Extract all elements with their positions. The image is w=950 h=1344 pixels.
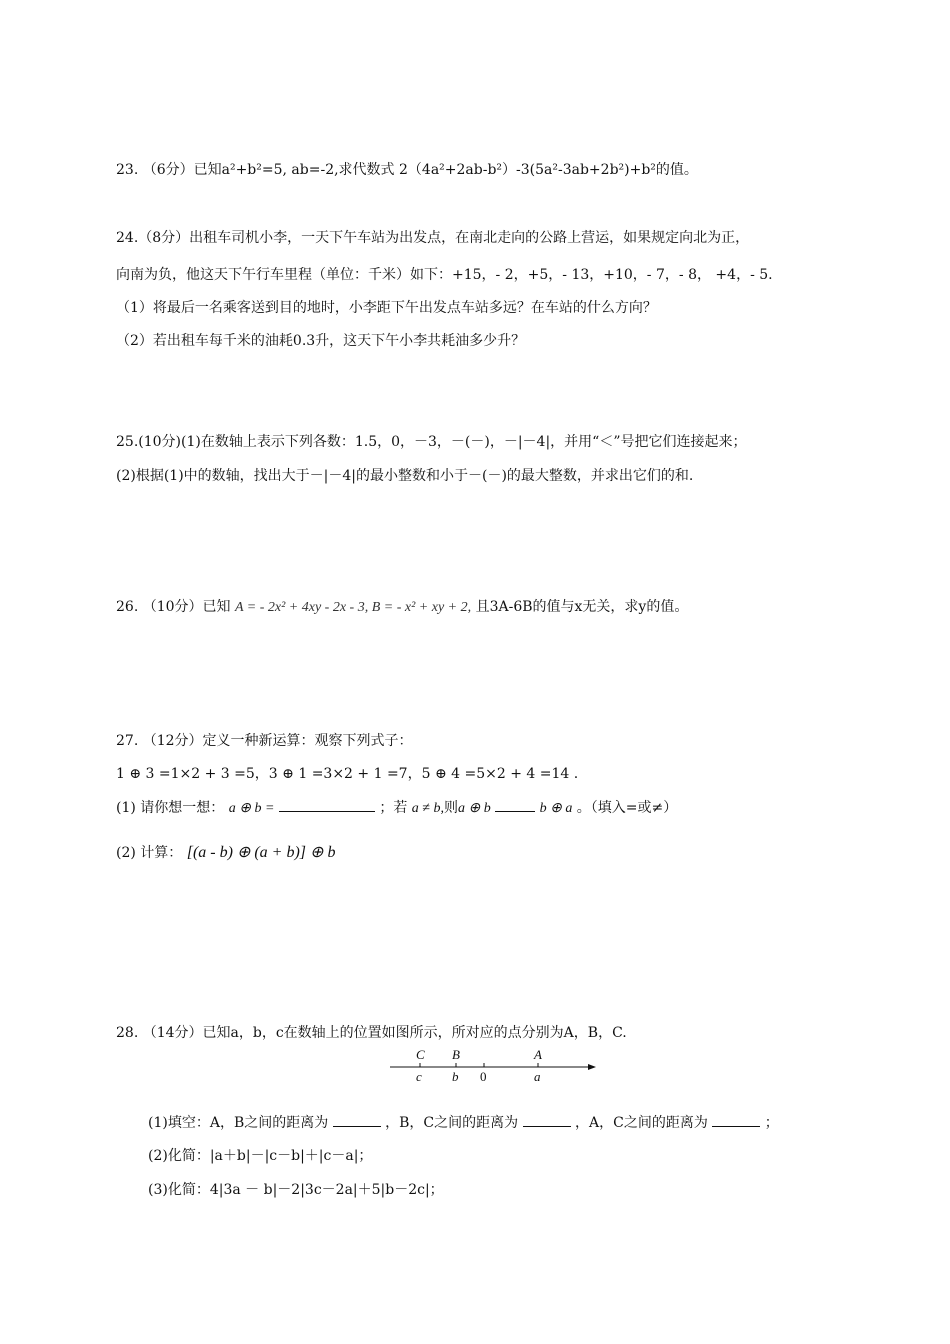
q28-sub1-ab: (1)填空：A，B之间的距离为 (148, 1115, 329, 1131)
question-27-line1: 27. （12分）定义一种新运算：观察下列式子： (116, 733, 413, 749)
value-label-0: 0 (480, 1069, 487, 1084)
question-28-line1: 28. （14分）已知a，b，c在数轴上的位置如图所示，所对应的点分别为A，B，C. (116, 1025, 627, 1041)
q27-sub1-cond: a ≠ b, (411, 801, 444, 816)
q28-sub1-ac: ，A，C之间的距离为 (575, 1115, 708, 1131)
question-27-sub1 (116, 797, 677, 819)
value-label-b: b (452, 1069, 459, 1084)
q28-sub1-end: ； (764, 1115, 779, 1131)
q28-answer-blank-ac[interactable] (712, 1112, 760, 1127)
question-24-sub1: （1）将最后一名乘客送到目的地时，小李距下午出发点车站多远？在车站的什么方向？ (116, 300, 657, 316)
question-24-line2: 向南为负，他这天下午行车里程（单位：千米）如下：+15，- 2，+5，- 13，+10，- 7，- 8， +4，- 5. (116, 267, 773, 283)
value-label-c: c (416, 1069, 422, 1084)
q27-sub2-expr: [(a - b) ⊕ (a + b)] ⊕ b (186, 844, 336, 861)
q27-sub1-then: 则 (443, 800, 458, 816)
question-28-sub1 (148, 1112, 779, 1133)
number-line-arrow (588, 1064, 596, 1070)
question-28-sub3: (3)化简：4|3a － b|－2|3c－2a|＋5|b－2c|； (148, 1182, 444, 1198)
q28-answer-blank-bc[interactable] (523, 1112, 571, 1127)
q23-text: 23. （6分）已知a²+b²=5, ab=-2,求代数式 2（4a²+2ab-b²）-3(5a²-3ab+2b²)+b²的值。 (116, 162, 698, 178)
number-line-figure (380, 1044, 610, 1084)
q28-answer-blank-ab[interactable] (333, 1112, 381, 1127)
q27-sub1-expr3: b ⊕ a (539, 801, 573, 816)
q27-sub1-expr: a ⊕ b = (228, 801, 275, 816)
q27-sub1-if: ；若 (379, 800, 408, 816)
q27-sub2-prompt: (2) 计算： (116, 845, 183, 861)
question-24-line1: 24.（8分）出租车司机小李，一天下午车站为出发点，在南北走向的公路上营运，如果规定向北为正， (116, 230, 750, 246)
question-27-sub2 (116, 843, 335, 863)
question-27-line2: 1 ⊕ 3 =1×2 + 3 =5，3 ⊕ 1 =3×2 + 1 =7，5 ⊕ 4 =5×2 + 4 =14 . (116, 766, 579, 782)
point-label-A: A (534, 1047, 542, 1062)
q27-answer-blank-2[interactable] (495, 797, 535, 812)
question-24-sub2: （2）若出租车每千米的油耗0.3升，这天下午小李共耗油多少升？ (116, 333, 526, 349)
question-25-line1: 25.(10分)(1)在数轴上表示下列各数：1.5，0，－3，－(－)，－|－4|，并用“＜”号把它们连接起来； (116, 434, 747, 450)
question-23 (116, 160, 698, 180)
q27-sub1-hint: 。（填入=或≠） (576, 800, 678, 816)
q26-prefix: 26. （10分）已知 (116, 599, 231, 615)
question-28-sub2: (2)化简：|a＋b|－|c－b|＋|c－a|； (148, 1148, 373, 1164)
q28-sub1-bc: ，B，C之间的距离为 (385, 1115, 519, 1131)
q26-formula: A = - 2x² + 4xy - 2x - 3, B = - x² + xy + 2, (234, 600, 472, 615)
q26-suffix: 且3A-6B的值与x无关，求y的值。 (475, 599, 689, 615)
question-25-line2: (2)根据(1)中的数轴，找出大于－|－4|的最小整数和小于－(－)的最大整数，并求出它们的和. (116, 468, 694, 484)
q27-sub1-expr2: a ⊕ b (457, 801, 491, 816)
question-26 (116, 597, 688, 618)
value-label-a: a (534, 1069, 541, 1084)
point-label-C: C (416, 1047, 425, 1062)
q27-sub1-prompt: (1) 请你想一想： (116, 800, 225, 816)
q27-answer-blank-1[interactable] (279, 797, 375, 812)
point-label-B: B (452, 1047, 460, 1062)
